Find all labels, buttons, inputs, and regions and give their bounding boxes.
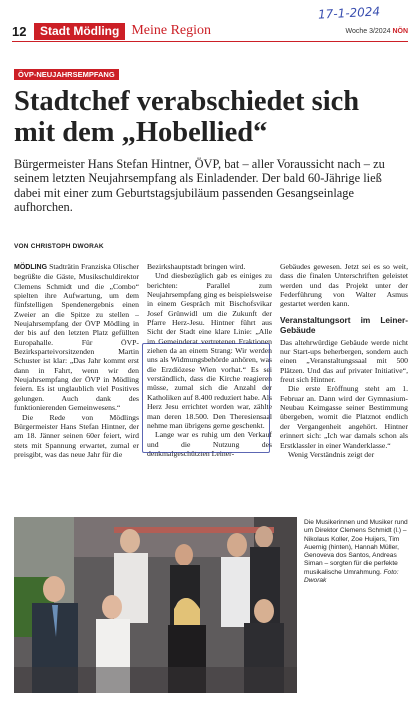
- header-rule: [12, 41, 408, 42]
- caption-text: Die Musikerinnen und Musiker rund um Direktor Clemens Schmidt (l.) – Nikolaus Koller, Zoe Huijers, Tim Auernig (hinten), Hannah Müller, Genoveva dos Santos, Andreas Siman – sorgten für die perfekte musikalische Umrahmung.: [304, 519, 408, 576]
- paragraph: [14, 262, 139, 413]
- paragraph: Bezirkshauptstadt bringen wird.: [147, 262, 246, 271]
- photo-credit: Foto: Dworak: [304, 568, 399, 585]
- section-label: Stadt Mödling: [34, 23, 125, 40]
- paragraph: Die Rede von Mödlings Bürgermeister Hans Stefan Hintner, der am 18. Jänner seinen 60er feiert, wird stets mit Spannung erwartet, zumal er preisgibt, was das neue Jahr für die: [14, 412, 139, 459]
- page-number: 12: [12, 23, 27, 39]
- group-photo: [14, 517, 297, 693]
- group-photo-image: [14, 517, 297, 693]
- paragraph: Und diesbezüglich gab es einiges zu berichten: Parallel zum Neujahrsempfang ging es beispielsweise in einem Gespräch mit Bischofsvikar Josef Grünwidl um die Zukunft der Pfarre Herz-Jesu. Hintner führt aus Sicht der Stadt eine klare Linie: „Alle im Gemeinderat vertretenen Fraktionen ziehen da an einem Strang: Wir werden uns als Widmungsbehörde anhören, was die Erzdiözese Wien vorhat.“ Es sei verständlich, dass die Kirche reagieren müsse, zumal sich die Anzahl der Katholiken auf 8.400 reduziert habe. Als Herz Jesu errichtet worden war, zählte man deren 18.500. Den Theresiensaal nehme man übrigens gerne geschenkt.: [147, 271, 272, 430]
- photo-caption: [304, 519, 408, 585]
- issue-text: Woche 3/2024: [345, 27, 391, 35]
- paragraph: Wenig Verständnis zeigt der: [288, 449, 375, 459]
- paragraph: Das altehrwürdige Gebäude werde nicht nur Start-ups beherbergen, sondern auch einen „Veranstaltungssaal mit 500 Plätzen. Und das auf privater Initiative“, freut sich Hintner.: [280, 337, 408, 385]
- paragraph-text: Stadträtin Franziska Olischer begrüßte die Gäste, Musikschuldirektor Clemens Schmidt und die „Combo“ spielten ihre Aufwartung, um dem fünfstelligen Spendenergebnis einen Zweier an die Spitze zu stellen – Neujahrsempfang der ÖVP Mödling in der bis auf den letzten Platz gefüllten Europahalle. Für ÖVP-Bezirksparteivorsitzenden Martin Schuster ist klar: „Das Jahr kommt erst dann in Fahrt, wenn wir den Neujahrsempfang der ÖVP in Mödling feiern. Es ist unglaublich viel Positives gelungen. Auch dank des funktionierenden Gemeinwesens.“: [14, 262, 139, 413]
- region-label: Meine Region: [131, 23, 212, 38]
- paragraph: Gebäudes gewesen. Jetzt sei es so weit, dass die finalen Unterschriften geleistet werden und das Projekt unter der Federführung von Walter Asmus gestartet werden kann.: [280, 262, 408, 309]
- headline: Stadtchef verabschiedet sich mit dem „Hobellied“: [14, 86, 360, 148]
- byline: VON CHRISTOPH DWORAK: [14, 243, 104, 250]
- issue-brand: NÖN: [392, 27, 408, 35]
- article-column-1: [14, 262, 139, 459]
- paragraph: Die erste Eröffnung steht am 1. Februar an. Dann wird der Gymnasium-Neubau Keimgasse seiner Bestimmung übergeben, womit die Platznot endlich der Vergangenheit angehört. Hintner erinnert sich: „Ich war damals schon als Erstklassler in einer Wanderklasse.“: [280, 384, 408, 450]
- dateline: MÖDLING: [14, 264, 48, 271]
- issue-info: [345, 28, 408, 35]
- article-column-3: [280, 262, 408, 459]
- paragraph: Lange war es ruhig um den Verkauf und die Nutzung des denkmalgeschützten Leiner-: [147, 430, 272, 458]
- subhead: Bürgermeister Hans Stefan Hintner, ÖVP, bat – aller Voraussicht nach – zu seinem letzten Neujahrsempfang als Einladender. Der bald 60-Jährige ließ dabei mit einer zum Geburtstagsjubiläum passenden Gesangseinlage aufhorchen.: [14, 157, 385, 214]
- handwritten-date: 17-1-2024: [317, 4, 381, 22]
- page-header: [12, 22, 408, 40]
- handdrawn-bracket: [142, 343, 270, 453]
- subheading: Veranstaltungsort im Leiner-Gebäude: [280, 314, 408, 335]
- kicker: ÖVP-NEUJAHRSEMPFANG: [14, 69, 119, 80]
